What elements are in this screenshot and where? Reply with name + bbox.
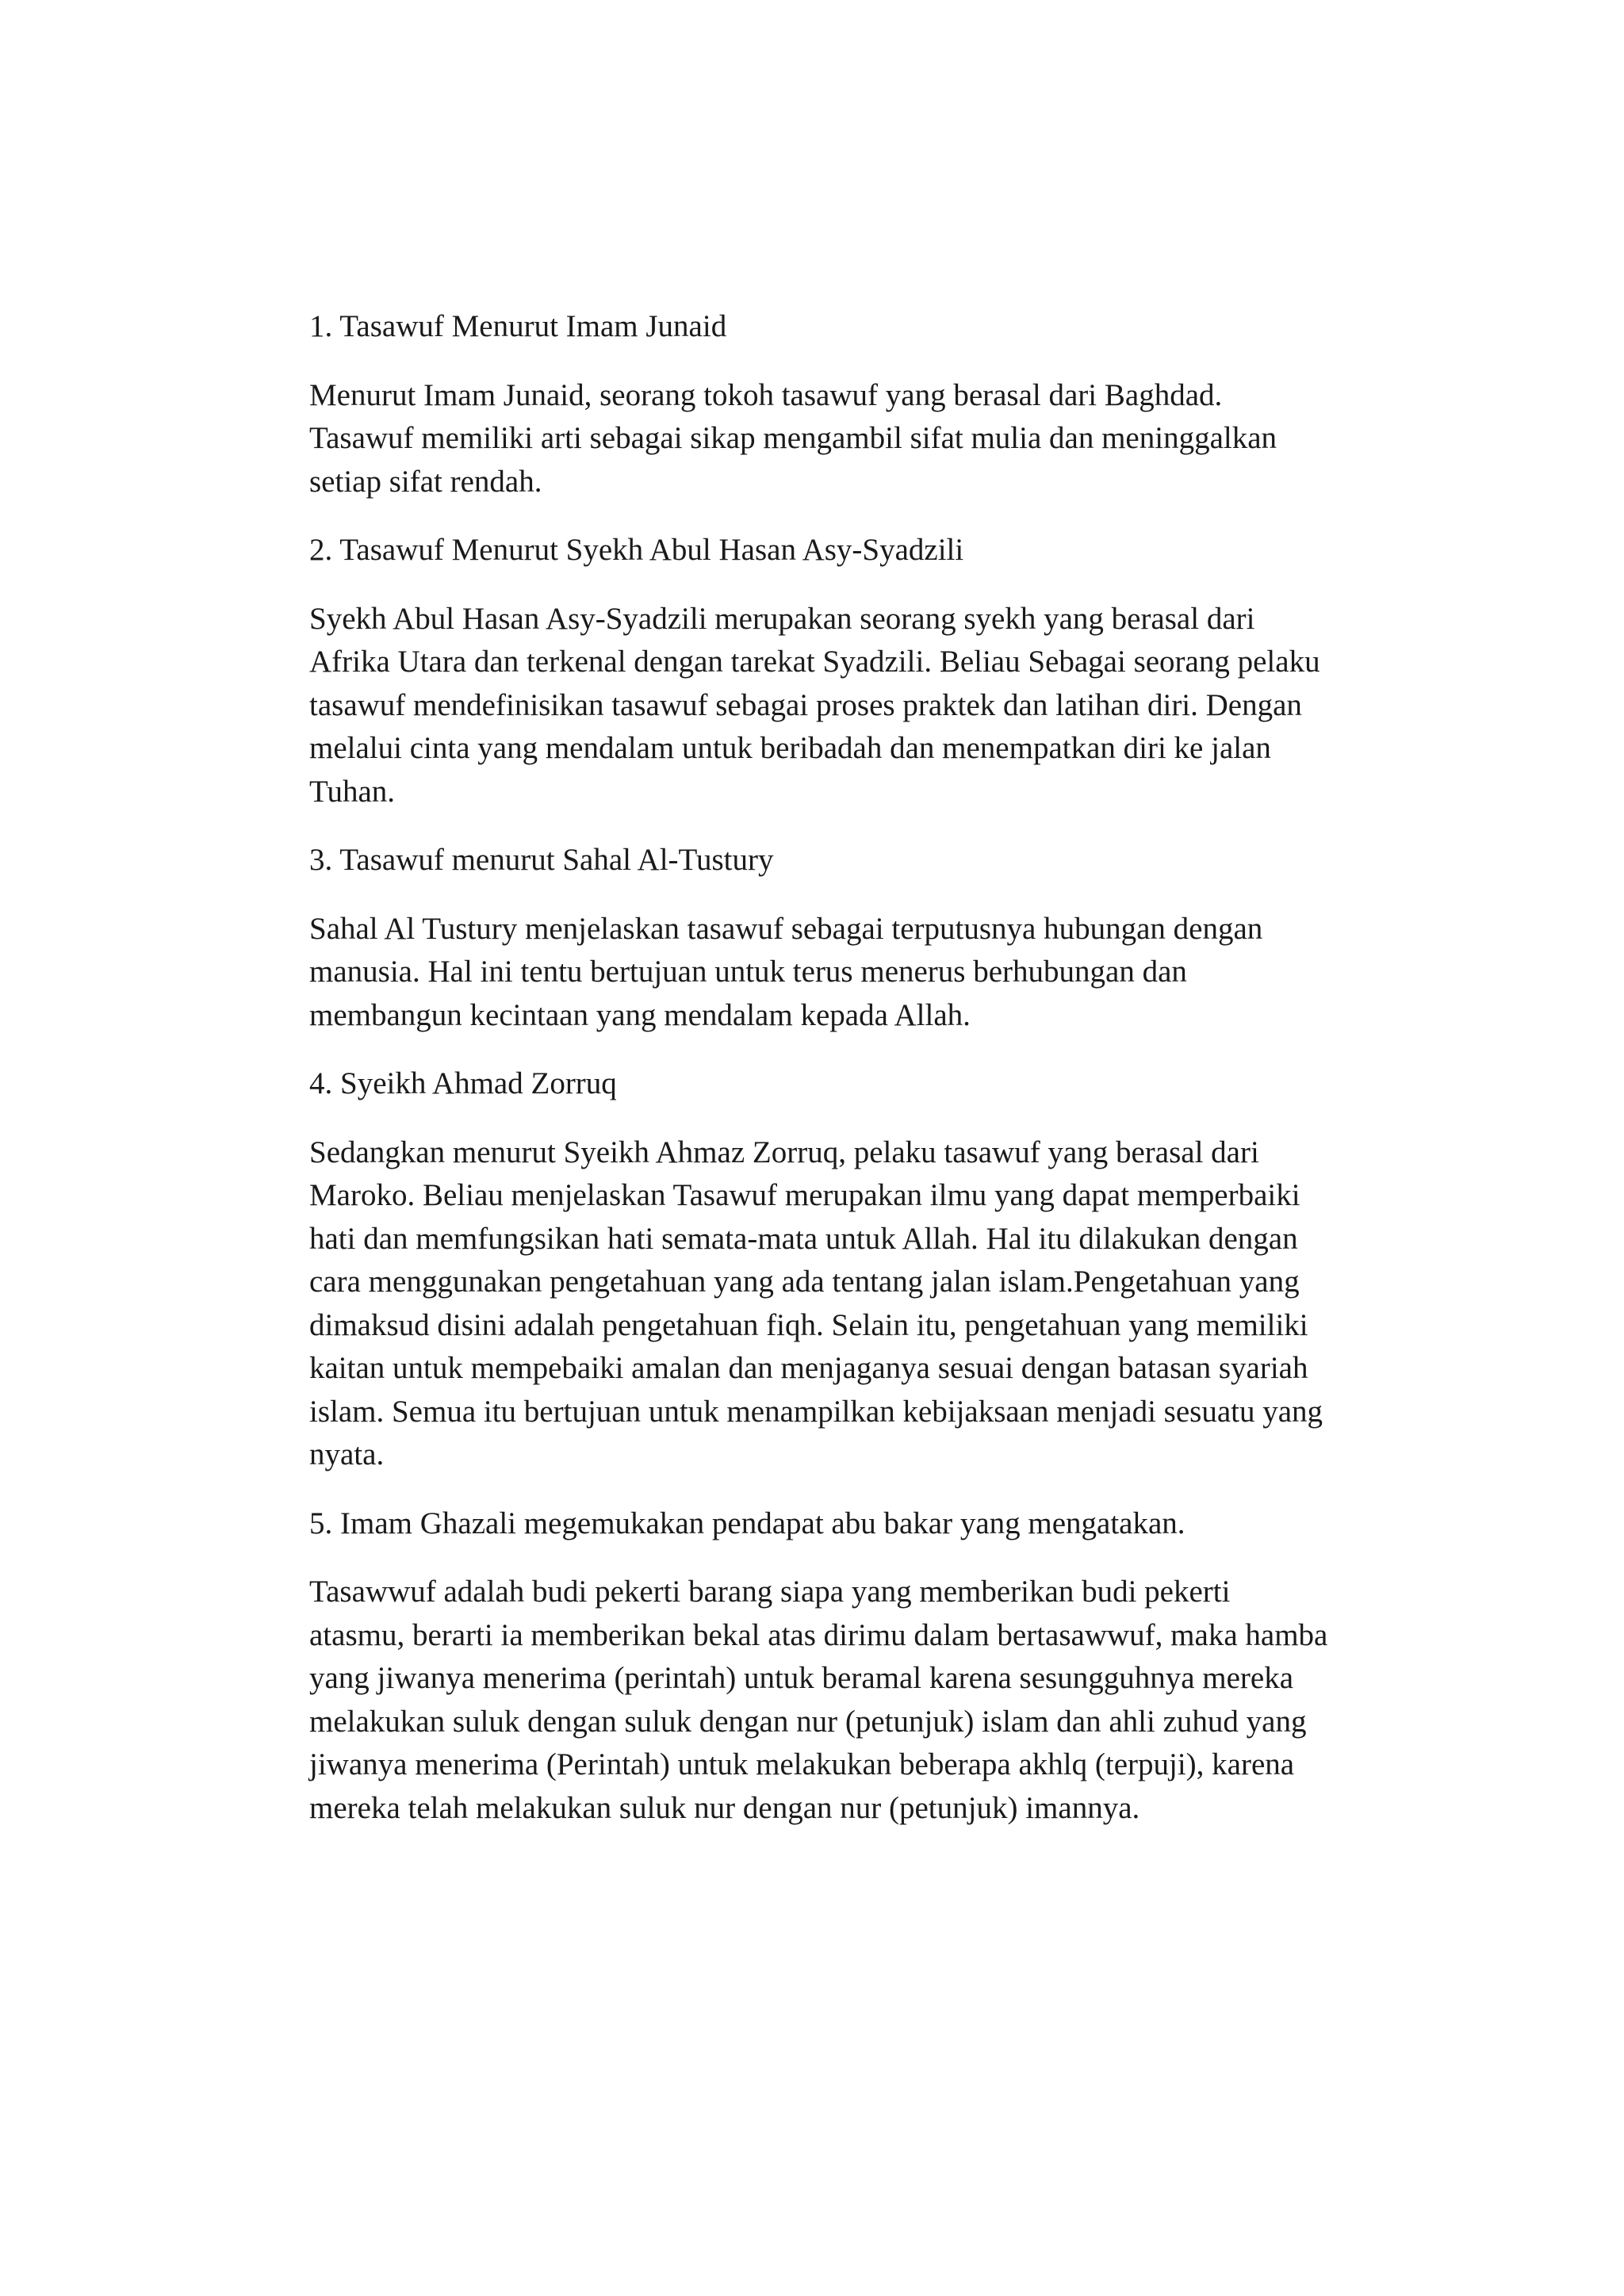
paragraph-line: setiap sifat rendah.	[309, 464, 542, 499]
paragraph-line: manusia. Hal ini tentu bertujuan untuk terus menerus berhubungan dan	[309, 955, 1187, 989]
paragraph-line: cara menggunakan pengetahuan yang ada tentang jalan islam.Pengetahuan yang	[309, 1265, 1300, 1299]
paragraph-line: Sahal Al Tustury menjelaskan tasawuf sebagai terputusnya hubungan dengan	[309, 911, 1263, 946]
paragraph-line: islam. Semua itu bertujuan untuk menampilkan kebijaksaan menjadi sesuatu yang	[309, 1394, 1323, 1429]
paragraph-line: jiwanya menerima (Perintah) untuk melakukan beberapa akhlq (terpuji), karena	[309, 1747, 1295, 1781]
section-paragraph-5	[309, 1571, 1404, 1830]
section-heading-1: 1. Tasawuf Menurut Imam Junaid	[309, 309, 727, 343]
paragraph-line: kaitan untuk mempebaiki amalan dan menjaganya sesuai dengan batasan syariah	[309, 1351, 1308, 1385]
paragraph-line: melakukan suluk dengan suluk dengan nur (petunjuk) islam dan ahli zuhud yang	[309, 1704, 1307, 1739]
section-paragraph-2	[309, 598, 1404, 814]
paragraph-line: hati dan memfungsikan hati semata-mata untuk Allah. Hal itu dilakukan dengan	[309, 1221, 1298, 1256]
section-heading-3: 3. Tasawuf menurut Sahal Al-Tustury	[309, 843, 774, 877]
paragraph-line: tasawuf mendefinisikan tasawuf sebagai proses praktek dan latihan diri. Dengan	[309, 687, 1302, 722]
paragraph-line: yang jiwanya menerima (perintah) untuk beramal karena sesungguhnya mereka	[309, 1661, 1294, 1695]
section-paragraph-3	[309, 908, 1404, 1038]
paragraph-line: dimaksud disini adalah pengetahuan fiqh. Selain itu, pengetahuan yang memiliki	[309, 1307, 1308, 1342]
paragraph-line: nyata.	[309, 1437, 385, 1471]
paragraph-line: Syekh Abul Hasan Asy-Syadzili merupakan seorang syekh yang berasal dari	[309, 601, 1255, 636]
paragraph-line: Tuhan.	[309, 774, 396, 809]
section-paragraph-4	[309, 1131, 1404, 1477]
paragraph-line: Menurut Imam Junaid, seorang tokoh tasawuf yang berasal dari Baghdad.	[309, 377, 1223, 412]
paragraph-line: membangun kecintaan yang mendalam kepada Allah.	[309, 997, 971, 1032]
document-body	[309, 305, 1404, 1855]
paragraph-line: Tasawwuf adalah budi pekerti barang siapa yang memberikan budi pekerti	[309, 1575, 1231, 1609]
section-heading-2: 2. Tasawuf Menurut Syekh Abul Hasan Asy-Syadzili	[309, 533, 964, 567]
paragraph-line: Afrika Utara dan terkenal dengan tarekat Syadzili. Beliau Sebagai seorang pelaku	[309, 645, 1320, 679]
paragraph-line: Sedangkan menurut Syeikh Ahmaz Zorruq, pelaku tasawuf yang berasal dari	[309, 1135, 1259, 1169]
paragraph-line: Tasawuf memiliki arti sebagai sikap mengambil sifat mulia dan meninggalkan	[309, 421, 1277, 455]
section-heading-5: 5. Imam Ghazali megemukakan pendapat abu bakar yang mengatakan.	[309, 1506, 1185, 1540]
paragraph-line: melalui cinta yang mendalam untuk beribadah dan menempatkan diri ke jalan	[309, 731, 1271, 765]
paragraph-line: Maroko. Beliau menjelaskan Tasawuf merupakan ilmu yang dapat memperbaiki	[309, 1178, 1300, 1212]
section-paragraph-1	[309, 374, 1404, 504]
paragraph-line: mereka telah melakukan suluk nur dengan nur (petunjuk) imannya.	[309, 1790, 1140, 1825]
section-heading-4: 4. Syeikh Ahmad Zorruq	[309, 1066, 617, 1100]
paragraph-line: atasmu, berarti ia memberikan bekal atas dirimu dalam bertasawwuf, maka hamba	[309, 1617, 1328, 1652]
